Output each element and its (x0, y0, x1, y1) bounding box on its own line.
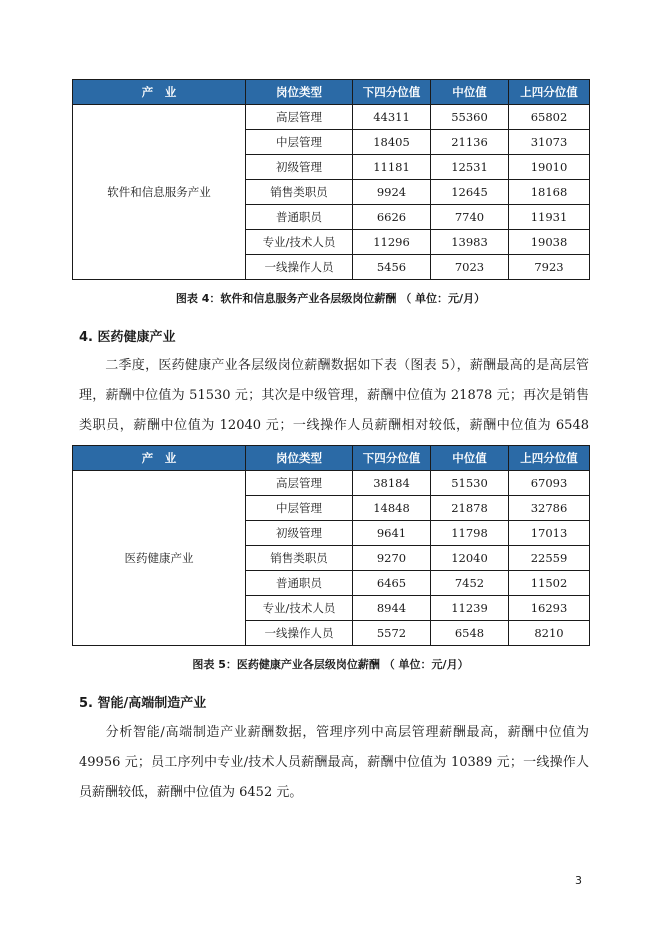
median-cell: 11239 (431, 596, 509, 621)
lower-quartile-cell: 38184 (353, 471, 431, 496)
header-industry: 产 业 (73, 446, 246, 471)
upper-quartile-cell: 31073 (509, 130, 590, 155)
lower-quartile-cell: 18405 (353, 130, 431, 155)
median-cell: 55360 (431, 105, 509, 130)
position-type-cell: 一线操作人员 (246, 255, 353, 280)
lower-quartile-cell: 6465 (353, 571, 431, 596)
upper-quartile-cell: 18168 (509, 180, 590, 205)
lower-quartile-cell: 11181 (353, 155, 431, 180)
position-type-cell: 高层管理 (246, 105, 353, 130)
upper-quartile-cell: 17013 (509, 521, 590, 546)
median-cell: 7023 (431, 255, 509, 280)
upper-quartile-cell: 11502 (509, 571, 590, 596)
position-type-cell: 中层管理 (246, 130, 353, 155)
upper-quartile-cell: 67093 (509, 471, 590, 496)
position-type-cell: 初级管理 (246, 155, 353, 180)
upper-quartile-cell: 7923 (509, 255, 590, 280)
upper-quartile-cell: 16293 (509, 596, 590, 621)
table-header-row (73, 446, 590, 471)
header-position-type: 岗位类型 (246, 446, 353, 471)
table4-caption: 图表 4：软件和信息服务产业各层级岗位薪酬 （ 单位：元/月） (175, 292, 486, 305)
position-type-cell: 销售类职员 (246, 546, 353, 571)
lower-quartile-cell: 11296 (353, 230, 431, 255)
header-lower-quartile: 下四分位值 (353, 80, 431, 105)
median-cell: 13983 (431, 230, 509, 255)
median-cell: 11798 (431, 521, 509, 546)
industry-cell: 医药健康产业 (73, 471, 246, 646)
lower-quartile-cell: 6626 (353, 205, 431, 230)
upper-quartile-cell: 11931 (509, 205, 590, 230)
median-cell: 12040 (431, 546, 509, 571)
header-industry: 产 业 (73, 80, 246, 105)
lower-quartile-cell: 9924 (353, 180, 431, 205)
software-salary-table (72, 79, 590, 280)
pharma-salary-table (72, 445, 590, 646)
lower-quartile-cell: 9270 (353, 546, 431, 571)
median-cell: 21136 (431, 130, 509, 155)
position-type-cell: 销售类职员 (246, 180, 353, 205)
position-type-cell: 一线操作人员 (246, 621, 353, 646)
position-type-cell: 专业/技术人员 (246, 230, 353, 255)
position-type-cell: 普通职员 (246, 571, 353, 596)
position-type-cell: 初级管理 (246, 521, 353, 546)
position-type-cell: 普通职员 (246, 205, 353, 230)
header-upper-quartile: 上四分位值 (509, 446, 590, 471)
median-cell: 7740 (431, 205, 509, 230)
upper-quartile-cell: 8210 (509, 621, 590, 646)
upper-quartile-cell: 32786 (509, 496, 590, 521)
header-median: 中位值 (431, 446, 509, 471)
upper-quartile-cell: 65802 (509, 105, 590, 130)
industry-cell: 软件和信息服务产业 (73, 105, 246, 280)
table5-caption: 图表 5：医药健康产业各层级岗位薪酬 （ 单位：元/月） (192, 658, 469, 671)
upper-quartile-cell: 19038 (509, 230, 590, 255)
section5-text: 分析智能/高端制造产业薪酬数据，管理序列中高层管理薪酬最高，薪酬中位值为 49956 元；员工序列中专业/技术人员薪酬最高，薪酬中位值为 10389 元；一线操作人员薪酬较低，薪酬中位值为 6452 元。 (79, 725, 589, 800)
position-type-cell: 中层管理 (246, 496, 353, 521)
median-cell: 6548 (431, 621, 509, 646)
median-cell: 51530 (431, 471, 509, 496)
lower-quartile-cell: 8944 (353, 596, 431, 621)
section5-heading: 5. 智能/高端制造产业 (79, 696, 207, 711)
upper-quartile-cell: 22559 (509, 546, 590, 571)
table-row (73, 105, 590, 130)
page-number: 3 (575, 874, 582, 887)
header-lower-quartile: 下四分位值 (353, 446, 431, 471)
section5-paragraph (79, 718, 589, 808)
lower-quartile-cell: 44311 (353, 105, 431, 130)
median-cell: 7452 (431, 571, 509, 596)
median-cell: 21878 (431, 496, 509, 521)
position-type-cell: 专业/技术人员 (246, 596, 353, 621)
median-cell: 12645 (431, 180, 509, 205)
header-position-type: 岗位类型 (246, 80, 353, 105)
table-row (73, 471, 590, 496)
lower-quartile-cell: 9641 (353, 521, 431, 546)
lower-quartile-cell: 5456 (353, 255, 431, 280)
header-median: 中位值 (431, 80, 509, 105)
table-header-row (73, 80, 590, 105)
lower-quartile-cell: 5572 (353, 621, 431, 646)
section4-text: 二季度，医药健康产业各层级岗位薪酬数据如下表（图表 5），薪酬最高的是高层管理，薪酬中位值为 51530 元；其次是中级管理，薪酬中位值为 21878 元；再次是销售类职员，薪酬中位值为 12040 元；一线操作人员薪酬相对较低，薪酬中位值为 6548 (79, 358, 589, 433)
lower-quartile-cell: 14848 (353, 496, 431, 521)
upper-quartile-cell: 19010 (509, 155, 590, 180)
section4-heading: 4. 医药健康产业 (79, 330, 176, 345)
median-cell: 12531 (431, 155, 509, 180)
position-type-cell: 高层管理 (246, 471, 353, 496)
header-upper-quartile: 上四分位值 (509, 80, 590, 105)
